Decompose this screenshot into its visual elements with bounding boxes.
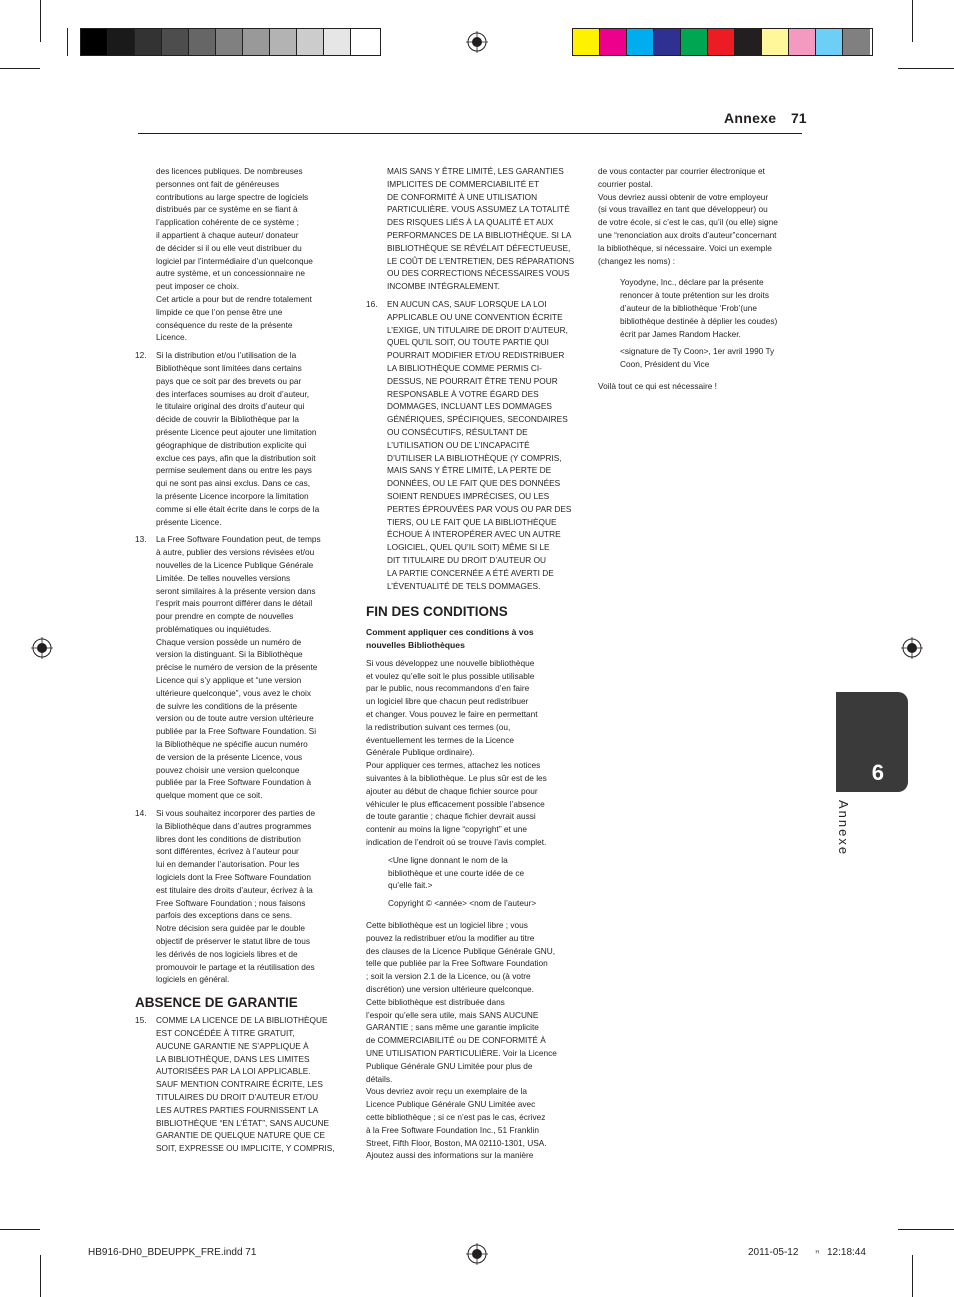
text-line: Si vous développez une nouvelle bibliothèque <box>366 657 535 668</box>
text-line: PERFORMANCES DE LA BIBLIOTHÈQUE. SI LA <box>387 229 572 240</box>
footer-date: 2011-05-12 <box>748 1247 799 1258</box>
text-line: Si la distribution et/ou l’utilisation de la <box>156 350 297 361</box>
crop-mark <box>898 68 954 69</box>
text-line: EN AUCUN CAS, SAUF LORSQUE LA LOI <box>387 298 547 309</box>
text-line: véhiculer le plus efficacement possible l’absence <box>366 798 545 809</box>
text-line: AUTORISÉES PAR LA LOI APPLICABLE. <box>156 1066 311 1077</box>
text-line: pouvez choisir une version quelconque <box>156 764 300 775</box>
crop-mark <box>912 0 913 42</box>
text-line: à la Free Software Foundation Inc., 51 Franklin <box>366 1124 539 1135</box>
text-line: nouvelles Bibliothèques <box>366 640 465 651</box>
text-line: comme si elle était écrite dans le corps de la <box>156 503 320 514</box>
text-line: écrit par James Random Hacker. <box>620 328 741 339</box>
text-line: promouvoir le partage et la réutilisation des <box>156 961 315 972</box>
text-line: BIBLIOTHÈQUE “EN L’ÉTAT”, SANS AUCUNE <box>156 1117 330 1128</box>
text-line: DE CONFORMITÉ À UNE UTILISATION <box>387 191 538 202</box>
text-line: présente Licence. <box>156 516 222 527</box>
paragraph-continued <box>366 165 580 293</box>
text-line: de vous contacter par courrier électronique et <box>598 166 765 176</box>
text-line: MAIS SANS Y ÊTRE LIMITÉ, LES GARANTIES <box>387 166 564 176</box>
text-line: éventuellement les termes de la Licence <box>366 734 515 745</box>
color-swatch <box>708 29 735 55</box>
text-line: la présente Licence incorpore la limitation <box>156 490 309 501</box>
item-number: 13. <box>135 534 147 545</box>
color-swatch <box>762 29 789 55</box>
crop-mark <box>0 68 40 69</box>
text-line: COMME LA LICENCE DE LA BIBLIOTHÈQUE <box>156 1015 328 1026</box>
indented-disclaimer <box>598 276 812 340</box>
text-line: OU CONSÉCUTIFS, RÉSULTANT DE <box>387 426 528 437</box>
color-swatch <box>135 29 162 55</box>
text-line: INCOMBE INTÉGRALEMENT. <box>387 281 500 292</box>
text-line: Free Software Foundation ; nous faisons <box>156 897 306 908</box>
text-line: MAIS SANS Y ÊTRE LIMITÉ, LA PERTE DE <box>387 465 552 476</box>
text-line: <signature de Ty Coon>, 1er avril 1990 Ty <box>620 346 775 357</box>
text-line: qu’elle fait.> <box>388 880 433 891</box>
text-line: telle que publiée par la Free Software Foundation <box>366 958 548 969</box>
text-line: ; soit la version 2.1 de la Licence, ou (à votre <box>366 971 531 982</box>
footer-filename: HB916-DH0_BDEUPPK_FRE.indd 71 <box>88 1247 257 1258</box>
color-swatch <box>735 29 762 55</box>
item-text <box>387 298 580 592</box>
text-line: PARTICULIÈRE. VOUS ASSUMEZ LA TOTALITÉ <box>387 204 570 215</box>
text-line: TIERS, OU LE FAIT QUE LA BIBLIOTHÈQUE <box>387 516 557 527</box>
text-line: EST CONCÉDÉE À TITRE GRATUIT, <box>156 1028 295 1038</box>
text-line: Ajoutez aussi des informations sur la manière <box>366 1150 534 1161</box>
text-line: discrétion) une version ultérieure quelconque. <box>366 984 534 995</box>
text-line: objectif de préserver le statut libre de tous <box>156 936 311 947</box>
text-line: courrier postal. <box>598 178 653 189</box>
text-line: personnes ont fait de généreuses <box>156 178 280 189</box>
text-line: d’auteur de la bibliothèque ‘Frob’(une <box>620 302 757 313</box>
crop-mark <box>898 1229 954 1230</box>
text-line: La Free Software Foundation peut, de temps <box>156 534 321 545</box>
text-line: sont différentes, écrivez à l’auteur pour <box>156 846 299 857</box>
text-line: AUCUNE GARANTIE NE S’APPLIQUE À <box>156 1040 309 1051</box>
process-color-bar <box>572 28 873 56</box>
text-line: le titulaire original des droits d’auteur qui <box>156 401 305 412</box>
color-swatch <box>297 29 324 55</box>
text-line: logiciel par l’intermédiaire d’un quelconque <box>156 255 313 266</box>
text-line: POURRAIT MODIFIER ET/OU REDISTRIBUER <box>387 350 565 361</box>
text-line: ultérieure quelconque”, vous avez le choix <box>156 687 311 698</box>
text-line: SOIT, EXPRESSE OU IMPLICITE, Y COMPRIS, <box>156 1143 335 1154</box>
text-line: problématiques ou inquiétudes. <box>156 623 272 634</box>
text-line: Street, Fifth Floor, Boston, MA 02110-1301, USA. <box>366 1137 547 1148</box>
text-line: Pour appliquer ces termes, attachez les notices <box>366 760 541 771</box>
heading-absence-de-garantie: ABSENCE DE GARANTIE <box>135 995 298 1011</box>
paragraph <box>366 919 580 1162</box>
text-line: par le public, nous recommandons d’en faire <box>366 683 530 694</box>
color-swatch <box>243 29 270 55</box>
text-line: logiciels en général. <box>156 974 230 985</box>
crop-mark <box>67 28 68 56</box>
item-number: 15. <box>135 1015 147 1026</box>
item-text <box>156 349 347 528</box>
text-line: de toute garantie ; chaque fichier devrait aussi <box>366 811 536 822</box>
page-number: 71 <box>791 110 807 126</box>
text-line: Comment appliquer ces conditions à vos <box>366 627 534 638</box>
crop-mark <box>0 1229 40 1230</box>
text-line: L’EXIGE, UN TITULAIRE DE DROIT D’AUTEUR, <box>387 324 568 335</box>
text-line: pouvez la redistribuer et/ou la modifier au titre <box>366 932 535 943</box>
text-line: OU DES CORRECTIONS NÉCESSAIRES VOUS <box>387 268 570 279</box>
text-line: Cet article a pour but de rendre totalement <box>156 293 312 304</box>
paragraph <box>598 165 812 267</box>
list-item-15 <box>135 1014 347 1155</box>
list-item-14 <box>135 807 347 986</box>
text-line: publiée par la Free Software Foundation. Si <box>156 726 317 737</box>
indented-notice <box>366 854 580 892</box>
text-line: version la distinguant. Si la Bibliothèque <box>156 649 303 660</box>
column-right <box>598 165 812 393</box>
text-line: Vous devriez avoir reçu un exemplaire de la <box>366 1086 527 1097</box>
text-line: Cette bibliothèque est un logiciel libre ; vous <box>366 920 528 931</box>
text-line: peut imposer ce choix. <box>156 281 240 292</box>
crop-mark <box>40 0 41 42</box>
text-line: de suivre les conditions de la présente <box>156 700 298 711</box>
text-line: les dérivés de nos logiciels libres et de <box>156 948 298 959</box>
list-item-13 <box>135 533 347 802</box>
text-line: UNE UTILISATION PARTICULIÈRE. Voir la Licence <box>366 1048 557 1058</box>
text-line: la Bibliothèque dans d’autres programmes <box>156 820 312 831</box>
indented-copyright <box>366 897 580 910</box>
text-line: limpide ce que l’on pense être une <box>156 306 283 317</box>
color-swatch <box>189 29 216 55</box>
text-line: Licence Publique Générale GNU Limitée avec <box>366 1099 536 1110</box>
text-line: des interfaces soumises au droit d’auteur, <box>156 388 310 399</box>
footer-glyph: ꟸ <box>815 1249 820 1258</box>
paragraph-continued <box>135 165 347 344</box>
text-line: Yoyodyne, Inc., déclare par la présente <box>620 277 764 288</box>
text-line: Licence. <box>156 332 187 343</box>
text-line: qui ne sont pas ainsi exclus. Dans ce cas, <box>156 478 311 489</box>
color-swatch <box>324 29 351 55</box>
text-line: des clauses de la Licence Publique Générale GNU, <box>366 945 556 956</box>
text-line: Chaque version possède un numéro de <box>156 636 302 647</box>
text-line: distribués par ce système en se fiant à <box>156 204 298 215</box>
text-line: (changez les noms) : <box>598 255 676 266</box>
text-line: autre système, et un concessionnaire ne <box>156 268 305 279</box>
text-line: ÉCHOUE À INTEROPÉRER AVEC UN AUTRE <box>387 529 561 540</box>
text-line: LA BIBLIOTHÈQUE, DANS LES LIMITES <box>156 1053 310 1064</box>
text-line: l’application cohérente de ce système ; <box>156 217 299 228</box>
item-text <box>156 807 347 986</box>
text-line: bibliothèque et une courte idée de ce <box>388 867 525 878</box>
color-swatch <box>654 29 681 55</box>
paragraph <box>366 657 580 849</box>
indented-signature <box>598 345 812 371</box>
text-line: logiciels dont la Free Software Foundation <box>156 872 311 883</box>
color-swatch <box>681 29 708 55</box>
text-line: à autre, publier des versions révisées et/ou <box>156 547 315 558</box>
list-item-12 <box>135 349 347 528</box>
text-line: renoncer à toute prétention sur les droits <box>620 290 769 301</box>
color-swatch <box>573 29 600 55</box>
header-rule <box>138 133 802 134</box>
text-line: BIBLIOTHÈQUE SE RÉVÉLAIT DÉFECTUEUSE, <box>387 242 571 253</box>
text-line: la bibliothèque, si nécessaire. Voici un exemple <box>598 242 772 253</box>
gray-color-bar <box>80 28 381 56</box>
text-line: DES RISQUES LIÉS À LA QUALITÉ ET AUX <box>387 217 554 228</box>
text-line: Générale Publique ordinaire). <box>366 747 475 758</box>
text-line: PERTES ÉPROUVÉES PAR VOUS OU PAR DES <box>387 503 572 514</box>
text-line: l’esprit mais pourront différer dans le détail <box>156 598 313 609</box>
text-line: LA PARTIE CONCERNÉE A ÉTÉ AVERTI DE <box>387 567 554 578</box>
text-line: L’UTILISATION OU DE L’INCAPACITÉ <box>387 439 530 450</box>
text-line: LES AUTRES PARTIES FOURNISSENT LA <box>156 1104 319 1115</box>
text-line: pays que ce soit par des brevets ou par <box>156 375 302 386</box>
text-line: exclue ces pays, afin que la distribution soit <box>156 452 316 463</box>
text-line: TITULAIRES DU DROIT D’AUTEUR ET/OU <box>156 1091 319 1102</box>
crop-mark <box>912 1255 913 1297</box>
item-number: 14. <box>135 808 147 819</box>
column-middle <box>366 165 580 1162</box>
text-line: de version de la présente Licence, vous <box>156 751 303 762</box>
text-line: l’espoir qu’elle sera utile, mais SANS AUCUNE <box>366 1009 539 1020</box>
chapter-number: 6 <box>871 760 884 785</box>
text-line: précise le numéro de version de la présente <box>156 662 318 673</box>
text-line: Notre décision sera guidée par le double <box>156 923 305 934</box>
text-line: pour prendre en compte de nouvelles <box>156 611 294 622</box>
text-line: de décider si il ou elle veut distribuer du <box>156 242 302 253</box>
text-line: de votre école, si c’est le cas, qu’il (ou elle) signe <box>598 217 778 228</box>
text-line: décide de couvrir la Bibliothèque par la <box>156 414 299 425</box>
color-swatch <box>216 29 243 55</box>
crop-mark <box>40 1255 41 1297</box>
text-line: Si vous souhaitez incorporer des parties de <box>156 808 316 819</box>
text-line: GARANTIE ; sans même une garantie implicite <box>366 1022 539 1033</box>
text-line: L’ÉVENTUALITÉ DE TELS DOMMAGES. <box>387 580 541 591</box>
color-swatch <box>843 29 870 55</box>
list-item-16 <box>366 298 580 592</box>
color-swatch <box>162 29 189 55</box>
color-swatch <box>600 29 627 55</box>
text-line: Voilà tout ce qui est nécessaire ! <box>598 380 717 391</box>
text-line: <Une ligne donnant le nom de la <box>388 854 508 865</box>
subheading <box>366 626 580 652</box>
text-line: Copyright © <année> <nom de l’auteur> <box>388 898 537 909</box>
color-swatch <box>81 29 108 55</box>
text-line: lui en demander l’autorisation. Pour les <box>156 859 300 870</box>
text-line: (si vous travaillez en tant que développeur) ou <box>598 204 768 215</box>
paragraph-closing <box>598 380 812 393</box>
text-line: Coon, Président du Vice <box>620 359 710 370</box>
color-swatch <box>108 29 135 55</box>
text-line: DONNÉES, OU LE FAIT QUE DES DONNÉES <box>387 478 561 489</box>
item-number: 12. <box>135 350 147 361</box>
text-line: LA BIBLIOTHÈQUE COMME PERMIS CI- <box>387 362 542 373</box>
text-line: un logiciel libre que chacun peut redistribuer <box>366 696 529 707</box>
text-line: permise seulement dans ou entre les pays <box>156 465 312 476</box>
text-line: LOGICIEL, QUEL QU’IL SOIT) MÊME SI LE <box>387 542 550 553</box>
text-line: la Bibliothèque ne spécifie aucun numéro <box>156 739 308 750</box>
chapter-label: Annexe <box>836 800 851 857</box>
text-line: contributions au large spectre de logiciels <box>156 191 309 202</box>
text-line: publiée par la Free Software Foundation à <box>156 777 311 788</box>
text-line: Cette bibliothèque est distribuée dans <box>366 996 505 1007</box>
item-number: 16. <box>366 298 378 309</box>
text-line: DOMMAGES, INCLUANT LES DOMMAGES <box>387 401 552 412</box>
text-line: Licence qui s’y applique et “une version <box>156 675 302 686</box>
text-line: LE COÛT DE L’ENTRETIEN, DES RÉPARATIONS <box>387 255 575 266</box>
text-line: il appartient à chaque auteur/ donateur <box>156 229 299 240</box>
color-swatch <box>789 29 816 55</box>
text-line: IMPLICITES DE COMMERCIABILITÉ ET <box>387 178 540 189</box>
text-line: libres dont les conditions de distribution <box>156 833 301 844</box>
text-line: SOIENT RENDUES IMPRÉCISES, OU LES <box>387 490 550 501</box>
text-line: GARANTIE DE QUELQUE NATURE QUE CE <box>156 1130 326 1141</box>
column-left <box>135 165 347 1155</box>
text-line: bibliothèque destinée à déplier les coudes) <box>620 315 778 326</box>
text-line: D’UTILISER LA BIBLIOTHÈQUE (Y COMPRIS, <box>387 452 562 463</box>
text-line: présente Licence peut ajouter une limitation <box>156 426 317 437</box>
registration-mark-icon <box>466 1243 488 1265</box>
text-line: Publique Générale GNU Limitée pour plus de <box>366 1060 533 1071</box>
text-line: QUEL QU’IL SOIT, OU TOUTE PARTIE QUI <box>387 337 549 348</box>
text-line: est titulaire des droits d’auteur, écrivez à la <box>156 884 313 895</box>
text-line: la redistribution suivant ces termes (ou, <box>366 721 511 732</box>
text-line: et changer. Vous pouvez le faire en permettant <box>366 709 538 720</box>
text-line: version ou de toute autre version ultérieure <box>156 713 314 724</box>
text-line: de COMMERCIABILITÉ ou DE CONFORMITÉ À <box>366 1035 546 1046</box>
text-line: contenir au moins la ligne “copyright” et une <box>366 824 527 835</box>
text-line: GÉNÉRIQUES, SPÉCIFIQUES, SECONDAIRES <box>387 414 568 425</box>
text-line: SAUF MENTION CONTRAIRE ÉCRITE, LES <box>156 1079 323 1090</box>
text-line: suivantes à la bibliothèque. Le plus sûr est de les <box>366 773 547 784</box>
text-line: géographique de distribution explicite qui <box>156 439 307 450</box>
text-line: DIT TITULAIRE DU DROIT D’AUTEUR OU <box>387 554 547 565</box>
text-line: indication de l’endroit où se trouve l’avis complet. <box>366 837 547 848</box>
text-line: cette bibliothèque ; si ce n’est pas le cas, écrivez <box>366 1111 546 1122</box>
text-line: des licences publiques. De nombreuses <box>156 166 303 176</box>
color-swatch <box>816 29 843 55</box>
text-line: une “renonciation aux droits d’auteur”concernant <box>598 229 777 240</box>
color-swatch <box>270 29 297 55</box>
text-line: quelque moment que ce soit. <box>156 790 263 801</box>
text-line: nouvelles de la Licence Publique Générale <box>156 559 314 570</box>
item-text <box>156 533 347 802</box>
color-swatch <box>627 29 654 55</box>
registration-mark-icon <box>466 31 488 53</box>
text-line: seront similaires à la présente version dans <box>156 585 316 596</box>
section-title: Annexe <box>724 110 777 126</box>
text-line: APPLICABLE OU UNE CONVENTION ÉCRITE <box>387 311 563 322</box>
text-line: ajouter au début de chaque fichier source pour <box>366 785 538 796</box>
text-line: RESPONSABLE À VOTRE ÉGARD DES <box>387 388 539 399</box>
registration-mark-icon <box>31 637 53 659</box>
text-line: conséquence du reste de la présente <box>156 319 293 330</box>
text-line: détails. <box>366 1073 393 1084</box>
registration-mark-icon <box>901 637 923 659</box>
text-line: DESSUS, NE POURRAIT ÊTRE TENU POUR <box>387 375 558 386</box>
item-text <box>156 1014 347 1155</box>
color-swatch <box>351 29 378 55</box>
text-line: Bibliothèque sont limitées dans certains <box>156 362 302 373</box>
footer-time: 12:18:44 <box>827 1247 866 1258</box>
text-line: Vous devriez aussi obtenir de votre employeur <box>598 191 769 202</box>
text-line: et voulez qu’elle soit le plus possible utilisable <box>366 670 535 681</box>
text-line: Limitée. De telles nouvelles versions <box>156 572 291 583</box>
text-line: parfois des exceptions dans ce sens. <box>156 910 293 921</box>
heading-fin-des-conditions: FIN DES CONDITIONS <box>366 604 508 620</box>
